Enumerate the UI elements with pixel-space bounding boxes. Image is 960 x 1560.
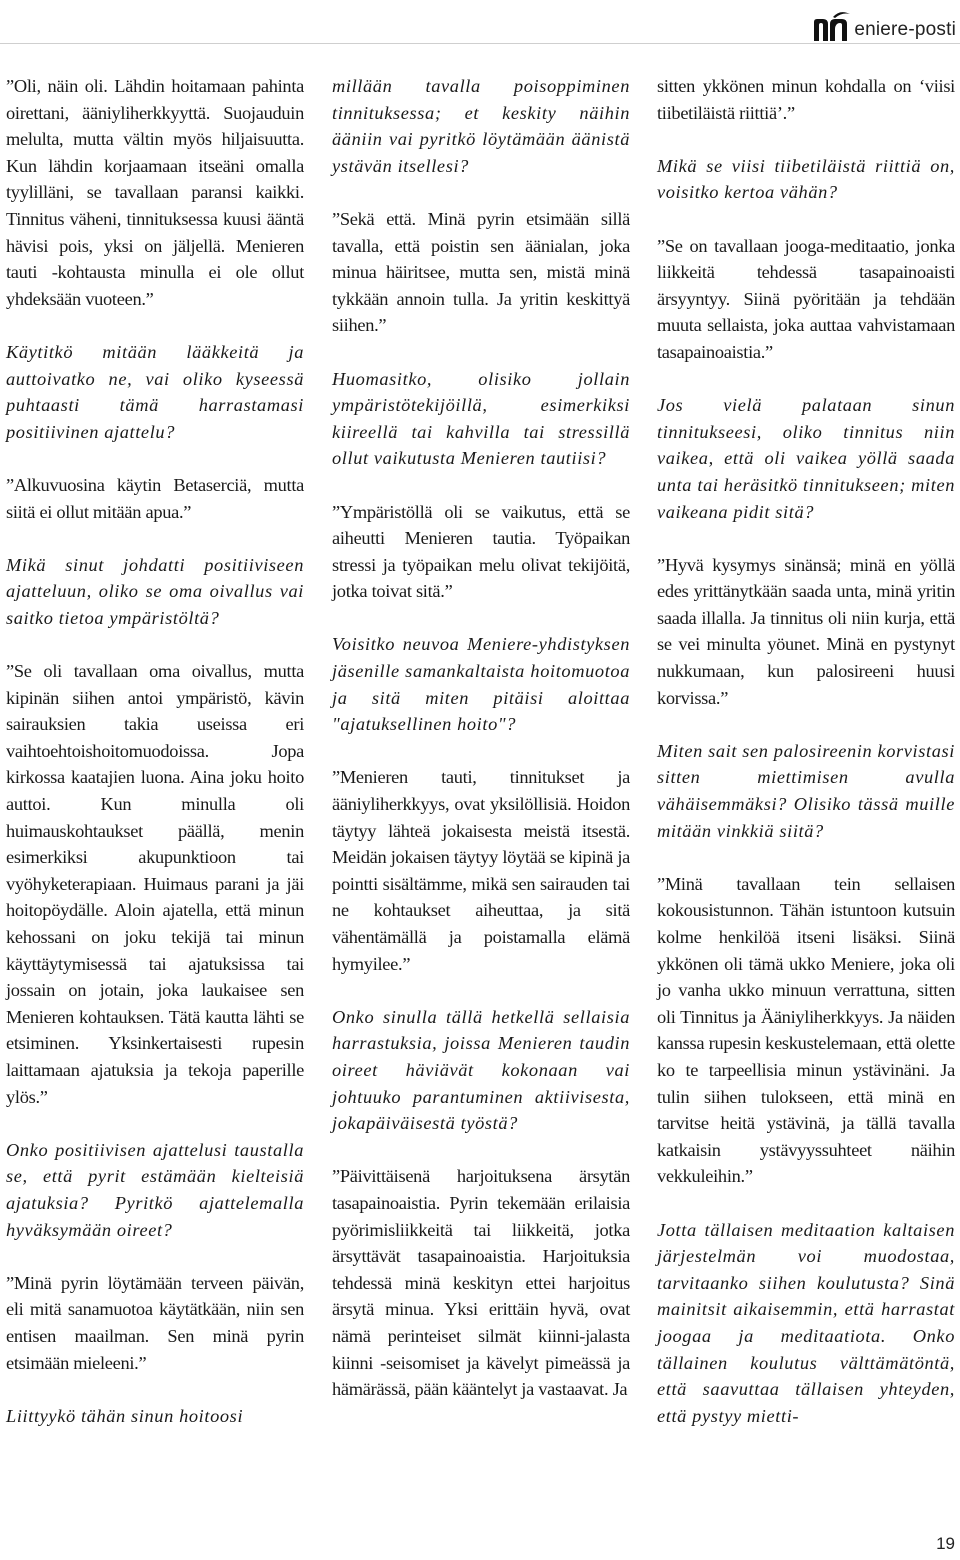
interview-question: Mikä se viisi tiibetiläistä riittiä on, voisitko kertoa vähän? — [657, 155, 955, 203]
interview-answer: ”Menieren tauti, tinnitukset ja ääniyliherkkyys, ovat yksilöllisiä. Hoidon täytyy lähteä jokaisesta meistä itsestä. Meidän jokaisen täytyy löytää se kipinä ja pointti sisältämme, mikä sen sairauden tai ne kohtaukset aiheuttaa, ja sitä vähentämällä ja poistamalla elämä hymyilee.” — [332, 767, 630, 974]
interview-question: Miten sait sen palosireenin korvistasi sitten miettimisen avulla vähäisemmäksi? Olisiko tässä muille mitään vinkkiä siitä? — [657, 740, 955, 841]
interview-question: Huomasitko, olisiko jollain ympäristötekijöillä, esimerkiksi kiireellä tai kahvilla tai stressillä ollut vaikutusta Menieren tautiisi? — [332, 368, 630, 469]
interview-question: Jotta tällaisen meditaation kaltaisen järjestelmän voi muodostaa, tarvitaanko siihen koulutusta? Sinä mainitsit aikaisemmin, että harrastat joogaa ja meditaatiota. Onko tällainen koulutus välttämätöntä, että saavuttaa tällaisen yhteyden, että pystyy mietti- — [657, 1219, 955, 1426]
brand-name: eniere-posti — [854, 19, 956, 40]
meniere-m-logo-icon — [813, 10, 853, 42]
interview-question: millään tavalla poisoppiminen tinnituksessa; et keskity näihin ääniin vai pyritkö löytämään äänistä ystävän itsellesi? — [332, 76, 630, 176]
interview-question: Voisitko neuvoa Meniere-yhdistyksen jäsenille samankaltaista hoitomuotoa ja sitä miten pitäisi aloittaa "ajatuksellinen hoito"? — [332, 634, 630, 735]
interview-answer: ”Oli, näin oli. Lähdin hoitamaan pahinta oirettani, ääniyliherkkyyttä. Suojauduin melulta, mutta vältin myös hiljaisuutta. Kun lähdin korjaamaan itseäni omalla tyylilläni, se tavallaan paransi kaikki. Tinnitus väheni, tinnituksessa kuusi ääntä hävisi pois, yksi on jäljellä. Menieren tauti -kohtausta minulla ei ole ollut yhdeksään vuoteen.” — [6, 76, 304, 309]
interview-answer: ”Ympäristöllä oli se vaikutus, että se aiheutti Menieren tautia. Työpaikan stressi ja työpaikan melu olivat tekijöitä, jotka toivat sitä.” — [332, 501, 630, 602]
interview-question: Liittyykö tähän sinun hoitoosi — [6, 1405, 244, 1426]
header-divider — [0, 43, 960, 44]
text-column-2 — [332, 73, 630, 1403]
interview-answer: ”Se on tavallaan jooga-meditaatio, jonka liikkeitä tehdessä tasapainoaisti ärsyyntyy. Siinä pyöritään ja tehdään muuta sellaista, joka auttaa vahvistamaan tasapainoaistia.” — [657, 235, 955, 362]
interview-question: Onko positiivisen ajattelusi taustalla se, että pyrit estämään kielteisiä ajatuksia? Pyritkö ajattelemalla hyväksymään oireet? — [6, 1139, 304, 1240]
interview-question: Jos vielä palataan sinun tinnitukseesi, oliko tinnitus niin vaikea, että oli vaikea yöllä saada unta tai heräsitkö tinnitukseen; miten vaikeana pidit sitä? — [657, 395, 955, 522]
interview-answer: ”Minä tavallaan tein sellaisen kokousistunnon. Tähän istuntoon kutsuin kolme henkilöä itseni lisäksi. Siinä ykkönen oli tämä ukko Meniere, joka oli jo vanha ukko minuun verrattuna, sitten oli Tinnitus ja Ääniyliherkkyys. Ja näiden kanssa rupesin keskustelemaan, että olette ko te tarpeellisia minun ystävinäni. Ja tulin siihen tulokseen, että minä en tarvitse heitä ystävinä, ja tällä tavalla katkaisin ystävyyssuhteet näihin vekkuleihin.” — [657, 873, 955, 1187]
interview-question: Mikä sinut johdatti positiiviseen ajatteluun, oliko se oma oivallus vai saitko tietoa ympäristöltä? — [6, 554, 304, 628]
interview-question: Onko sinulla tällä hetkellä sellaisia harrastuksia, joissa Menieren taudin oireet häviävät kokonaan vai johtuuko parantuminen aktiivisesta, jokapäiväisestä työstä? — [332, 1006, 630, 1134]
interview-answer: ”Päivittäisenä harjoituksena ärsytän tasapainoaistia. Pyrin tekemään erilaisia pyörimisliikkeitä tai liikkeitä, jotka ärsyttävät tasapainoaistia. Harjoituksia tehdessä minä keskityn ettei harjoitus ärsytä minua. Yksi erittäin hyvä, ovat nämä perinteiset silmät kiinni-jalasta kiinni -seisomiset ja kävelyt pimeässä ja hämärässä, pään kääntelyt ja vastaavat. Ja — [332, 1166, 630, 1400]
interview-answer: ”Alkuvuosina käytin Betaserciä, mutta siitä ei ollut mitään apua.” — [6, 474, 304, 522]
page-number: 19 — [936, 1534, 955, 1553]
interview-answer: sitten ykkönen minun kohdalla on ‘viisi tiibetiläistä riittiä’.” — [657, 76, 955, 123]
text-column-3 — [657, 73, 955, 1429]
interview-answer: ”Hyvä kysymys sinänsä; minä en yöllä edes yrittänytkään saada unta, minä yritin saada illalla. Ja tinnitus oli niin kurja, että se vei minulta yöunet. Minä en pystynyt nukkumaan, kun palosireeni huusi korvissa.” — [657, 554, 955, 708]
interview-question: Käytitkö mitään lääkkeitä ja auttoivatko ne, vai oliko kyseessä puhtaasti tämä harrastamasi positiivinen ajattelu? — [6, 341, 304, 442]
text-column-1 — [6, 73, 304, 1429]
interview-answer: ”Se oli tavallaan oma oivallus, mutta kipinän siihen antoi ympäristö, kävin sairauksien takia useissa eri vaihtoehtoishoitomuodoissa. Jopa kirkossa kaatajien luona. Aina joku hoito auttoi. Kun minulla oli huimauskohtaukset päällä, menin esimerkiksi akupunktioon tai vyöhyketerapiaan. Huimaus parani ja jäi hoitopöydälle. Aloin ajatella, että minun kehossani on joku tekijä tai minun käyttäytymisessä tai ajatuksissa tai jossain on jotain, joka laukaisee sen Menieren kohtauksen. Tätä kautta lähti se etsiminen. Yksinkertaisesti rupesin laittamaan ajatuksia ja tekoja paperille ylös.” — [6, 661, 304, 1107]
interview-answer: ”Minä pyrin löytämään terveen päivän, eli mitä sanamuotoa käytätkään, niin sen entisen maailman. Sen minä pyrin etsimään mieleeni.” — [6, 1272, 304, 1373]
page-header — [0, 0, 960, 44]
brand — [813, 6, 956, 42]
interview-answer: ”Sekä että. Minä pyrin etsimään sillä tavalla, että poistin sen äänialan, joka minua häiritsee, mutta sen, mistä minä tykkään annoin tulla. Ja yritin keskittyä siihen.” — [332, 208, 630, 336]
